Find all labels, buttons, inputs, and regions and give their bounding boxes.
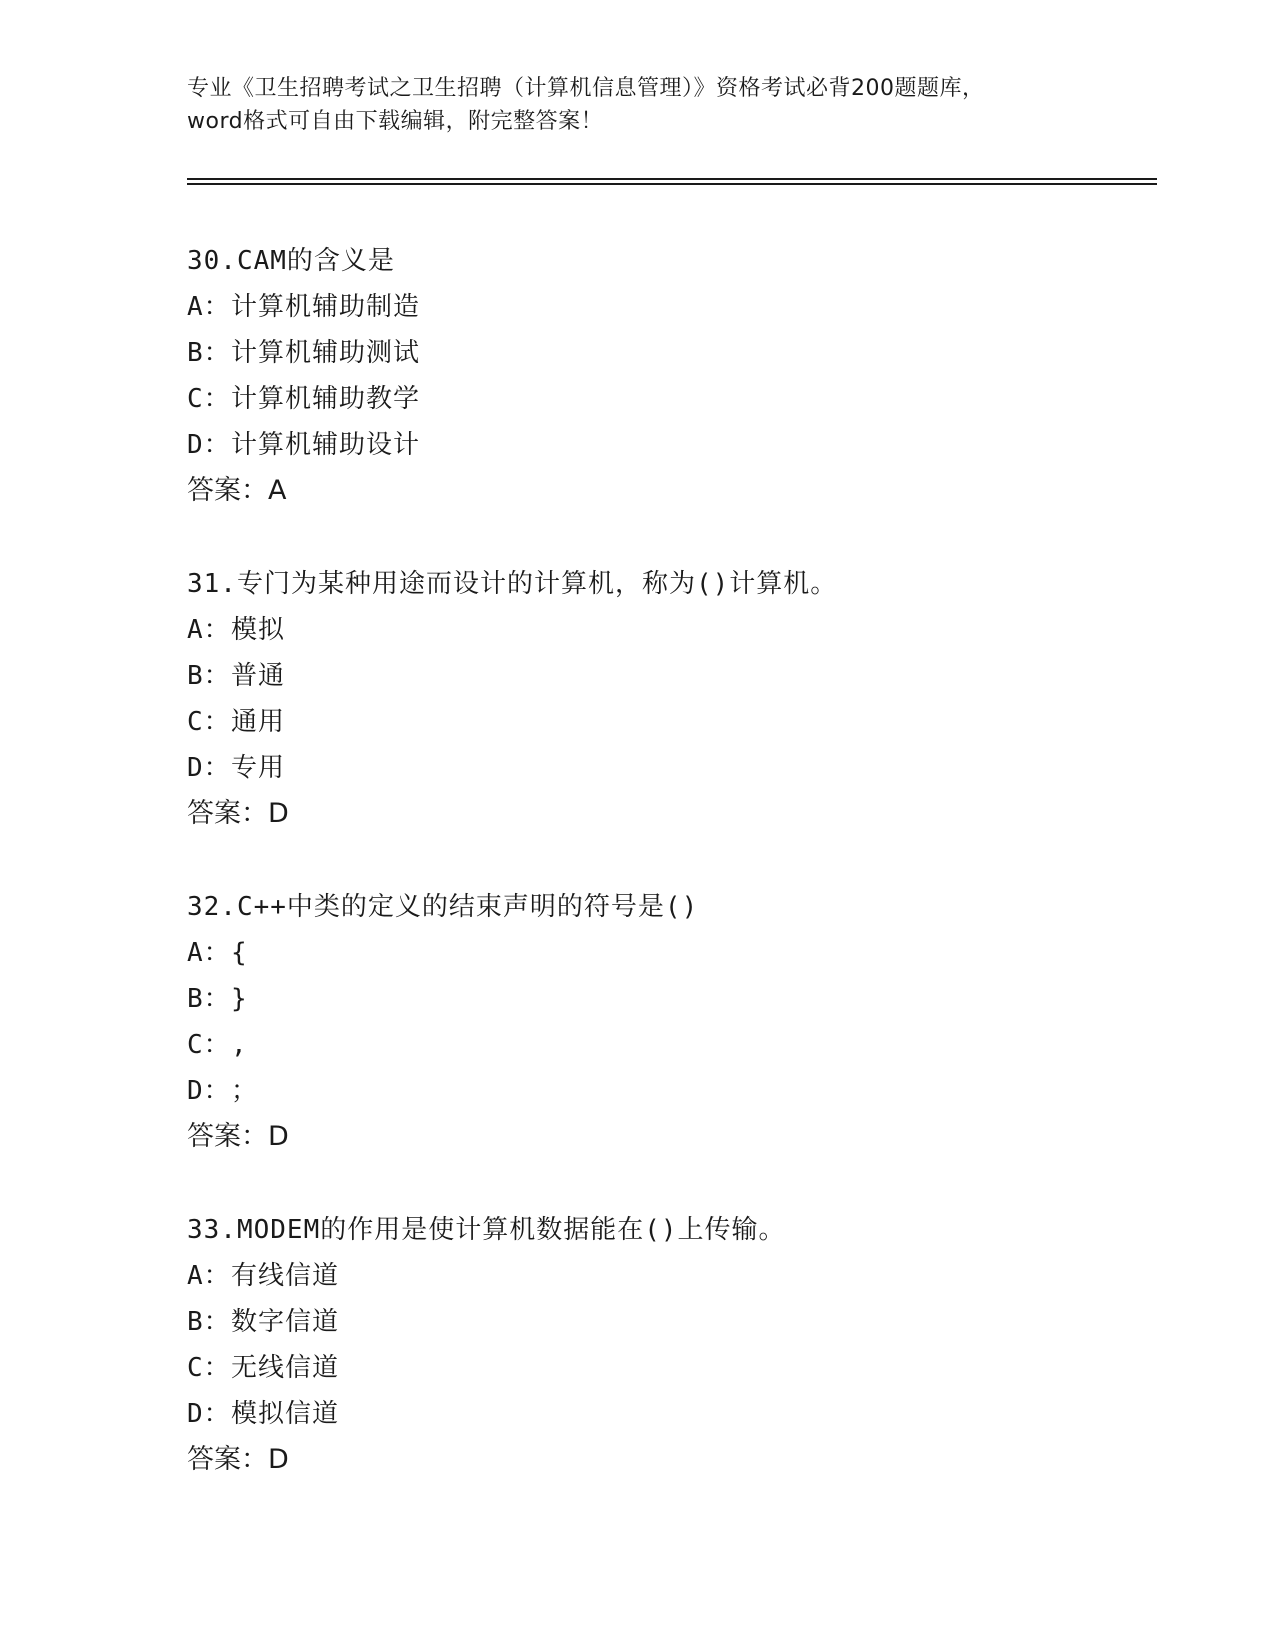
header-line-1: 专业《卫生招聘考试之卫生招聘（计算机信息管理）》资格考试必背200题题库， (187, 76, 985, 101)
option-a (187, 284, 1147, 330)
option-a (187, 1253, 1147, 1299)
option-text: ； (231, 1076, 259, 1106)
answer-line: 答案：D (187, 798, 289, 829)
question-list (187, 238, 1147, 1530)
option-text: 模拟 (231, 615, 286, 645)
option-text: 计算机辅助设计 (231, 430, 421, 460)
option-text: , (231, 1030, 248, 1060)
option-key: B： (187, 661, 231, 691)
option-c (187, 1345, 1147, 1391)
option-text: { (231, 938, 248, 968)
option-key: B： (187, 984, 231, 1014)
option-key: D： (187, 1399, 231, 1429)
header-line-2: word格式可自由下载编辑，附完整答案！ (187, 109, 604, 134)
option-key: D： (187, 430, 231, 460)
question-stem: 31.专门为某种用途而设计的计算机，称为()计算机。 (187, 569, 838, 599)
option-b (187, 330, 1147, 376)
option-c (187, 376, 1147, 422)
option-text: } (231, 984, 248, 1014)
option-key: A： (187, 1261, 231, 1291)
question-stem: 32.C++中类的定义的结束声明的符号是() (187, 892, 699, 922)
option-text: 计算机辅助教学 (231, 384, 421, 414)
option-b (187, 653, 1147, 699)
option-key: A： (187, 615, 231, 645)
answer-line: 答案：D (187, 1444, 289, 1475)
option-text: 计算机辅助制造 (231, 292, 421, 322)
option-key: A： (187, 938, 231, 968)
option-text: 数字信道 (231, 1307, 340, 1337)
question-33 (187, 1207, 1147, 1483)
option-text: 通用 (231, 707, 286, 737)
option-text: 有线信道 (231, 1261, 340, 1291)
option-text: 模拟信道 (231, 1399, 340, 1429)
question-32 (187, 884, 1147, 1160)
question-stem: 30.CAM的含义是 (187, 246, 395, 276)
question-30 (187, 238, 1147, 514)
option-key: B： (187, 1307, 231, 1337)
option-text: 无线信道 (231, 1353, 340, 1383)
option-a (187, 930, 1147, 976)
option-d (187, 1391, 1147, 1437)
option-text: 普通 (231, 661, 286, 691)
question-stem: 33.MODEM的作用是使计算机数据能在()上传输。 (187, 1215, 786, 1245)
question-31 (187, 561, 1147, 837)
answer-line: 答案：A (187, 475, 287, 506)
option-key: C： (187, 707, 231, 737)
option-b (187, 1299, 1147, 1345)
option-key: D： (187, 753, 231, 783)
option-b (187, 976, 1147, 1022)
option-c (187, 1022, 1147, 1068)
option-text: 专用 (231, 753, 286, 783)
option-key: C： (187, 1030, 231, 1060)
answer-line: 答案：D (187, 1121, 289, 1152)
option-key: C： (187, 1353, 231, 1383)
option-key: C： (187, 384, 231, 414)
header-divider-bottom (187, 183, 1157, 185)
option-c (187, 699, 1147, 745)
option-d (187, 745, 1147, 791)
option-a (187, 607, 1147, 653)
option-key: D： (187, 1076, 231, 1106)
header-divider-top (187, 178, 1157, 180)
option-key: B： (187, 338, 231, 368)
document-header (187, 72, 1087, 138)
option-d (187, 1068, 1147, 1114)
option-d (187, 422, 1147, 468)
option-text: 计算机辅助测试 (231, 338, 421, 368)
option-key: A： (187, 292, 231, 322)
